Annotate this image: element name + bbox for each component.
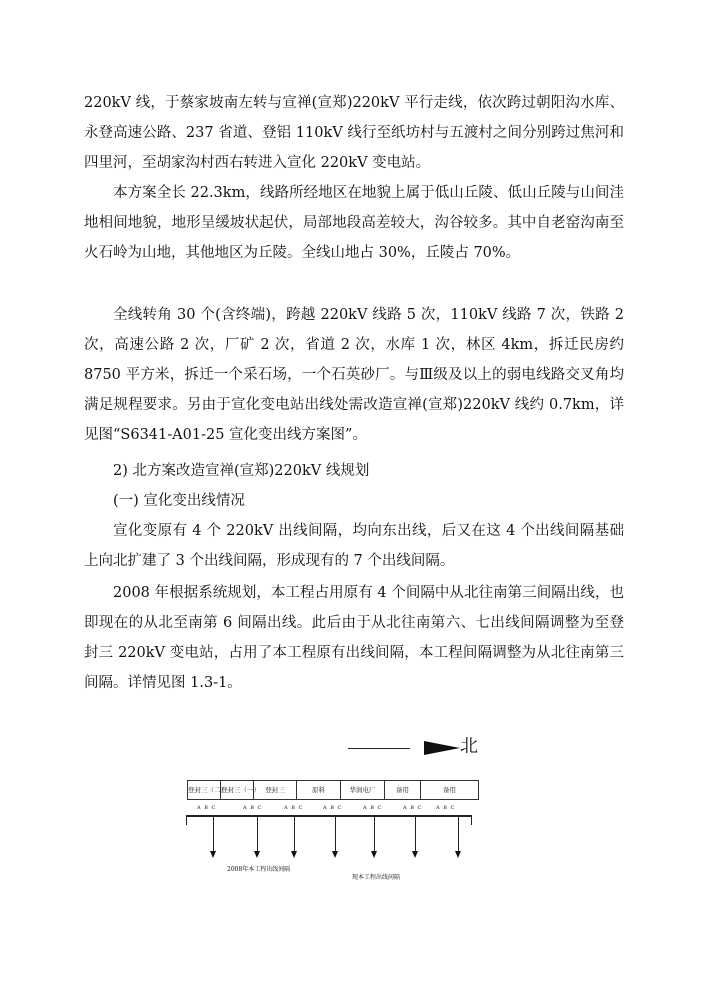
bay-label: 登封三（二） <box>188 781 221 799</box>
phase-label: A B C <box>436 805 456 811</box>
phase-label: A B C <box>243 805 263 811</box>
outlet-lead <box>213 817 214 851</box>
down-arrow-icon <box>371 851 377 858</box>
bay-label: 登封三（一） <box>221 781 254 799</box>
down-arrow-icon <box>254 851 260 858</box>
bay-label: 备用 <box>385 781 421 799</box>
busbar-end <box>471 815 472 825</box>
caption-2008-bay: 2008年本工程出线间隔 <box>227 866 291 873</box>
north-arrow-icon <box>424 741 460 755</box>
subsection-heading-outlet-status: (一) 宣化变出线情况 <box>113 493 245 509</box>
phase-label: A B C <box>403 805 423 811</box>
down-arrow-icon <box>412 851 418 858</box>
outlet-lead <box>257 817 258 851</box>
bay-label: 原料 <box>297 781 341 799</box>
outlet-lead <box>458 817 459 851</box>
bay-row <box>187 780 479 800</box>
north-indicator <box>348 735 498 759</box>
bay-label: 登封三 <box>254 781 297 799</box>
north-line <box>348 748 410 749</box>
paragraph-2008-plan: 2008 年根据系统规划，本工程占用原有 4 个间隔中从北往南第三间隔出线，也即现在的从北至南第 6 间隔出线。此后由于从北往南第六、七出线间隔调整为至登封三 220kV 变电站，占用了本工程原有出线间隔，本工程间隔调整为从北往南第三间隔。详情见图 1.3-1。 <box>84 585 624 691</box>
busbar-end <box>186 815 187 825</box>
bay-label: 备用 <box>443 786 456 794</box>
busbar <box>186 815 472 817</box>
outlet-lead <box>335 817 336 851</box>
phase-label: A B C <box>363 805 383 811</box>
down-arrow-icon <box>455 851 461 858</box>
paragraph-outlet-bays: 宣化变原有 4 个 220kV 出线间隔，均向东出线，后又在这 4 个出线间隔基础上向北扩建了 3 个出线间隔，形成现有的 7 个出线间隔。 <box>84 523 624 569</box>
down-arrow-icon <box>291 851 297 858</box>
paragraph-terrain: 本方案全长 22.3km，线路所经地区在地貌上属于低山丘陵、低山丘陵与山间洼地相间地貌，地形呈缓坡状起伏，局部地段高差较大，沟谷较多。其中自老窑沟南至火石岭为山地，其他地区为丘陵。全线山地占 30%，丘陵占 70%。 <box>84 185 624 261</box>
paragraph-crossings: 全线转角 30 个(含终端)，跨越 220kV 线路 5 次，110kV 线路 7 次，铁路 2 次，高速公路 2 次，厂矿 2 次，省道 2 次，水库 1 次，林区 4km，拆迁民房约 8750 平方米，拆迁一个采石场，一个石英砂厂。与Ⅲ级及以上的弱电线路交叉角均满足规程要求。另由于宣化变电站出线处需改造宣禅(宣郑)220kV 线约 0.7km，详见图“S6341-A01-25 宣化变出线方案图”。 <box>84 307 624 443</box>
down-arrow-icon <box>210 851 216 858</box>
phase-label: A B C <box>197 805 217 811</box>
paragraph-route-description: 220kV 线，于蔡家坡南左转与宣禅(宣郑)220kV 平行走线，依次跨过朝阳沟水库、永登高速公路、237 省道、登铝 110kV 线行至纸坊村与五渡村之间分别跨过焦河和四里河，至胡家沟村西右转进入宣化 220kV 变电站。 <box>84 95 624 171</box>
bay-label: 华润电厂 <box>341 781 385 799</box>
outlet-lead <box>374 817 375 851</box>
outlet-bay-diagram <box>180 735 500 895</box>
outlet-lead <box>294 817 295 851</box>
phase-label: A B C <box>284 805 304 811</box>
section-heading-north-plan: 2) 北方案改造宣禅(宣郑)220kV 线规划 <box>113 463 370 479</box>
down-arrow-icon <box>332 851 338 858</box>
phase-label: A B C <box>323 805 343 811</box>
outlet-lead <box>415 817 416 851</box>
caption-current-bay: 现本工程出线间隔 <box>352 874 401 881</box>
north-label: 北 <box>460 736 478 757</box>
